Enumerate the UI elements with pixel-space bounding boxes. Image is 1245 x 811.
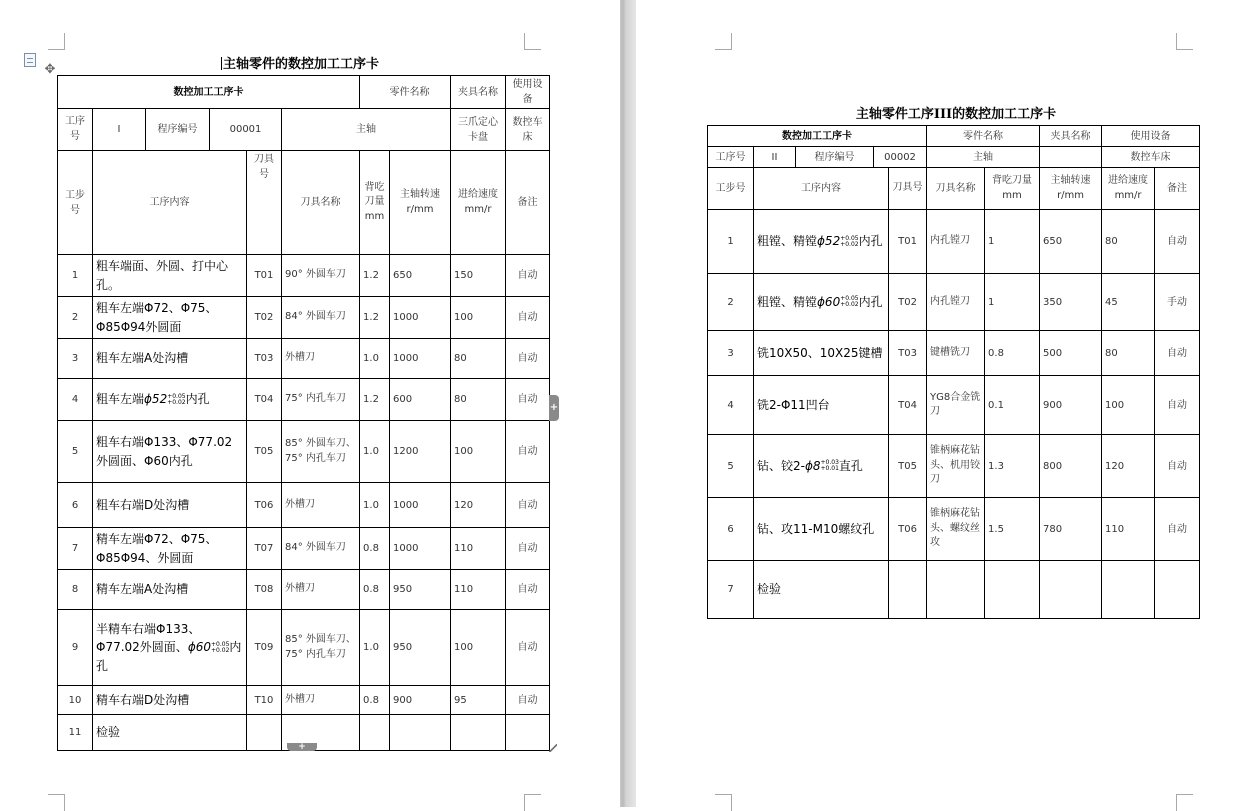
feed-cell: 110	[451, 528, 506, 570]
col-tool-no: 刀具号	[889, 168, 927, 210]
note-cell: 手动	[1155, 274, 1200, 331]
note-cell: 自动	[506, 483, 550, 528]
depth-cell: 0.1	[985, 376, 1040, 435]
feed-cell: 110	[451, 570, 506, 610]
depth-cell: 1.2	[360, 255, 390, 297]
speed-cell	[1040, 561, 1102, 619]
content-tail: 内孔	[96, 640, 242, 673]
equipment-value: 数控车床	[1102, 147, 1200, 168]
speed-cell: 350	[1040, 274, 1102, 331]
add-row-button[interactable]: +	[287, 743, 317, 751]
depth-cell	[360, 715, 390, 751]
speed-cell: 650	[390, 255, 451, 297]
page-1-title-text: 主轴零件的数控加工工序卡	[222, 57, 379, 72]
note-cell: 自动	[506, 339, 550, 379]
tool-name-cell: 84° 外圆车刀	[282, 528, 360, 570]
step-cell: 7	[708, 561, 754, 619]
page-corner-mark	[715, 794, 732, 811]
process-card-table-1[interactable]	[57, 75, 550, 751]
note-cell: 自动	[1155, 376, 1200, 435]
tool-no-cell: T03	[247, 339, 282, 379]
note-cell	[1155, 561, 1200, 619]
table-row	[708, 376, 1200, 435]
depth-cell: 0.8	[360, 686, 390, 715]
content-cell: 铣10X50、10X25键槽	[754, 331, 889, 376]
table-resize-handle[interactable]	[549, 744, 557, 752]
tolerance-upper: +0.05	[211, 640, 230, 648]
content-cell	[93, 610, 247, 686]
speed-cell: 780	[1040, 498, 1102, 561]
content-text: 粗车左端	[96, 392, 145, 407]
step-cell: 3	[58, 339, 93, 379]
equipment-label: 使用设备	[506, 76, 550, 109]
content-tail: 内孔	[858, 234, 883, 249]
depth-cell: 1	[985, 210, 1040, 274]
tool-name-cell: 内孔镗刀	[927, 210, 985, 274]
speed-cell: 500	[1040, 331, 1102, 376]
content-cell: 粗车左端A处沟槽	[93, 339, 247, 379]
table-move-handle-icon[interactable]: ✥	[44, 62, 56, 77]
tolerance-upper: +0.05	[840, 295, 859, 303]
tool-name-cell: YG8合金铣刀	[927, 376, 985, 435]
content-cell: 精车左端Φ72、Φ75、Φ85Φ94、外圆面	[93, 528, 247, 570]
page-2-title: 主轴零件工序III的数控加工工序卡	[855, 107, 1057, 122]
diameter-symbol: ϕ60	[817, 294, 841, 309]
prog-no-label: 程序编号	[146, 109, 210, 151]
table-row	[708, 561, 1200, 619]
tool-name-cell: 90° 外圆车刀	[282, 255, 360, 297]
feed-cell: 120	[1102, 435, 1155, 498]
fixture-label: 夹具名称	[451, 76, 506, 109]
content-text: 半精车右端Φ133、Φ77.02外圆面、	[96, 621, 201, 655]
header-row	[58, 76, 550, 109]
depth-cell: 1.2	[360, 297, 390, 339]
content-tail: 内孔	[185, 392, 210, 407]
table-row	[708, 210, 1200, 274]
content-cell: 精车左端A处沟槽	[93, 570, 247, 610]
tool-name-cell: 锥柄麻花钻头、机用铰刀	[927, 435, 985, 498]
tool-no-cell: T01	[247, 255, 282, 297]
tool-name-cell: 外槽刀	[282, 570, 360, 610]
content-cell: 铣2-Φ11凹台	[754, 376, 889, 435]
speed-cell: 1000	[390, 339, 451, 379]
speed-cell: 1000	[390, 483, 451, 528]
part-name-value: 主轴	[927, 147, 1040, 168]
feed-cell: 120	[451, 483, 506, 528]
content-cell: 粗车右端D处沟槽	[93, 483, 247, 528]
step-cell: 11	[58, 715, 93, 751]
table-row	[58, 686, 550, 715]
speed-cell: 1000	[390, 528, 451, 570]
feed-cell: 100	[451, 610, 506, 686]
tolerance-upper: +0.05	[840, 234, 859, 242]
page-corner-mark	[1176, 33, 1193, 50]
speed-cell: 950	[390, 570, 451, 610]
col-tool-no: 刀具号	[247, 151, 282, 255]
feed-cell: 80	[451, 379, 506, 421]
speed-cell: 900	[390, 686, 451, 715]
tool-no-cell: T09	[247, 610, 282, 686]
tolerance-lower: +0.02	[840, 301, 859, 309]
content-tail: 内孔	[858, 294, 883, 309]
content-cell	[93, 379, 247, 421]
tool-no-cell: T02	[889, 274, 927, 331]
table-row	[58, 297, 550, 339]
page-gap	[620, 0, 636, 807]
feed-cell: 100	[451, 421, 506, 483]
equipment-label: 使用设备	[1102, 126, 1200, 147]
content-text: 粗镗、精镗	[757, 234, 818, 249]
tool-no-cell: T04	[247, 379, 282, 421]
tool-no-cell: T07	[247, 528, 282, 570]
speed-cell: 800	[1040, 435, 1102, 498]
note-cell: 自动	[1155, 210, 1200, 274]
depth-cell: 1.0	[360, 339, 390, 379]
table-row	[58, 421, 550, 483]
fixture-value	[1040, 147, 1102, 168]
tool-name-cell: 内孔镗刀	[927, 274, 985, 331]
note-cell: 自动	[1155, 331, 1200, 376]
tool-no-cell: T10	[247, 686, 282, 715]
table-row	[58, 379, 550, 421]
tool-no-cell: T05	[247, 421, 282, 483]
feed-cell: 45	[1102, 274, 1155, 331]
step-cell: 4	[58, 379, 93, 421]
col-step: 工步号	[708, 168, 754, 210]
process-rows-1	[58, 255, 550, 751]
tool-no-cell: T04	[889, 376, 927, 435]
col-speed: 主轴转速r/mm	[390, 151, 451, 255]
feed-cell: 110	[1102, 498, 1155, 561]
table-row	[708, 274, 1200, 331]
tool-no-cell: T06	[889, 498, 927, 561]
part-name-label	[360, 76, 390, 109]
card-label: 数控加工工序卡	[708, 126, 927, 147]
content-cell	[754, 210, 889, 274]
equipment-value: 数控车床	[506, 109, 550, 151]
tool-no-cell: T05	[889, 435, 927, 498]
feed-cell: 100	[451, 297, 506, 339]
step-cell: 1	[58, 255, 93, 297]
fixture-label: 夹具名称	[1040, 126, 1102, 147]
note-cell: 自动	[506, 297, 550, 339]
note-cell: 自动	[506, 379, 550, 421]
feed-cell: 100	[1102, 376, 1155, 435]
text-cursor	[221, 57, 222, 70]
part-name-label: 零件名称	[927, 126, 1040, 147]
page-corner-mark	[1176, 794, 1193, 811]
note-cell: 自动	[506, 255, 550, 297]
table-row	[708, 498, 1200, 561]
col-tool-name: 刀具名称	[282, 151, 360, 255]
step-cell: 3	[708, 331, 754, 376]
content-text: 粗镗、精镗	[757, 294, 818, 309]
step-cell: 10	[58, 686, 93, 715]
diameter-symbol: ϕ52	[144, 392, 168, 407]
diameter-symbol: ϕ8	[804, 458, 821, 473]
note-cell	[506, 715, 550, 751]
process-card-table-2[interactable]	[707, 125, 1200, 619]
depth-cell: 1.0	[360, 421, 390, 483]
content-cell: 检验	[93, 715, 247, 751]
step-cell: 1	[708, 210, 754, 274]
depth-cell: 1.3	[985, 435, 1040, 498]
feed-cell: 80	[451, 339, 506, 379]
feed-cell: 150	[451, 255, 506, 297]
table-row	[58, 255, 550, 297]
tool-no-cell: T08	[247, 570, 282, 610]
depth-cell: 1.0	[360, 483, 390, 528]
add-column-button[interactable]: +	[549, 395, 559, 421]
depth-cell: 1.2	[360, 379, 390, 421]
content-cell	[754, 274, 889, 331]
tool-name-cell: 75° 内孔车刀	[282, 379, 360, 421]
depth-cell	[985, 561, 1040, 619]
col-tool-name: 刀具名称	[927, 168, 985, 210]
tool-name-cell: 85° 外圆车刀、75° 内孔车刀	[282, 421, 360, 483]
card-label: 数控加工工序卡	[58, 76, 360, 109]
document-icon[interactable]	[24, 53, 36, 67]
content-tail: 直孔	[838, 458, 863, 473]
tool-name-cell: 键槽铣刀	[927, 331, 985, 376]
table-row	[58, 610, 550, 686]
table-row	[58, 570, 550, 610]
step-cell: 5	[708, 435, 754, 498]
col-feed: 进给速度mm/r	[451, 151, 506, 255]
speed-cell: 950	[390, 610, 451, 686]
content-cell: 粗车左端Φ72、Φ75、Φ85Φ94外圆面	[93, 297, 247, 339]
depth-cell: 0.8	[360, 528, 390, 570]
speed-cell	[390, 715, 451, 751]
col-depth: 背吃刀量mm	[985, 168, 1040, 210]
table-row	[708, 435, 1200, 498]
part-name-value: 主轴	[282, 109, 451, 151]
note-cell: 自动	[506, 570, 550, 610]
speed-cell: 650	[1040, 210, 1102, 274]
proc-no-label: 工序号	[708, 147, 754, 168]
header-row	[708, 126, 1200, 147]
step-cell: 2	[58, 297, 93, 339]
feed-cell	[1102, 561, 1155, 619]
col-feed: 进给速度mm/r	[1102, 168, 1155, 210]
note-cell: 自动	[506, 528, 550, 570]
content-cell: 精车右端D处沟槽	[93, 686, 247, 715]
page-corner-mark	[524, 33, 541, 50]
depth-cell: 0.8	[985, 331, 1040, 376]
tool-no-cell: T03	[889, 331, 927, 376]
column-header-row	[58, 151, 550, 255]
tool-name-cell: 外槽刀	[282, 339, 360, 379]
tool-no-cell	[889, 561, 927, 619]
tool-name-cell	[927, 561, 985, 619]
tool-no-cell: T02	[247, 297, 282, 339]
step-cell: 7	[58, 528, 93, 570]
table-row	[708, 331, 1200, 376]
table-row	[58, 528, 550, 570]
step-cell: 8	[58, 570, 93, 610]
proc-no-value: II	[754, 147, 796, 168]
tolerance-upper: +0.05	[167, 392, 186, 400]
proc-no-label: 工序号	[58, 109, 93, 151]
step-cell: 4	[708, 376, 754, 435]
col-step: 工步号	[58, 151, 93, 255]
tolerance-lower: +0.01	[820, 465, 839, 473]
step-cell: 9	[58, 610, 93, 686]
part-name-label-text: 零件名称	[390, 76, 451, 109]
content-cell: 检验	[754, 561, 889, 619]
prog-no-value: 00002	[874, 147, 927, 168]
speed-cell: 1200	[390, 421, 451, 483]
content-cell: 粗车右端Φ133、Φ77.02外圆面、Φ60内孔	[93, 421, 247, 483]
note-cell: 自动	[506, 686, 550, 715]
note-cell: 自动	[506, 421, 550, 483]
header-values-row	[708, 147, 1200, 168]
diameter-symbol: ϕ52	[817, 234, 841, 249]
depth-cell: 1	[985, 274, 1040, 331]
tolerance-lower: +0.02	[167, 398, 186, 406]
note-cell: 自动	[1155, 498, 1200, 561]
tool-name-cell: 锥柄麻花钻头、螺纹丝攻	[927, 498, 985, 561]
tolerance-lower: +0.02	[211, 646, 230, 654]
content-cell: 钻、攻11-M10螺纹孔	[754, 498, 889, 561]
tool-no-cell: T01	[889, 210, 927, 274]
step-cell: 2	[708, 274, 754, 331]
col-depth: 背吃刀量mm	[360, 151, 390, 255]
feed-cell: 80	[1102, 331, 1155, 376]
fixture-value: 三爪定心卡盘	[451, 109, 506, 151]
prog-no-label: 程序编号	[796, 147, 874, 168]
col-note: 备注	[506, 151, 550, 255]
page-corner-mark	[48, 33, 65, 50]
feed-cell: 80	[1102, 210, 1155, 274]
depth-cell: 0.8	[360, 570, 390, 610]
content-cell	[754, 435, 889, 498]
col-note: 备注	[1155, 168, 1200, 210]
page-corner-mark	[715, 33, 732, 50]
page-corner-mark	[524, 794, 541, 811]
tool-name-cell: 外槽刀	[282, 686, 360, 715]
depth-cell: 1.0	[360, 610, 390, 686]
tool-name-cell: 84° 外圆车刀	[282, 297, 360, 339]
col-content: 工序内容	[93, 151, 247, 255]
prog-no-value: 00001	[210, 109, 282, 151]
proc-no-value: I	[93, 109, 146, 151]
page-1-title[interactable]	[215, 53, 385, 72]
depth-cell: 1.5	[985, 498, 1040, 561]
step-cell: 5	[58, 421, 93, 483]
content-text: 钻、铰2-	[757, 458, 805, 473]
content-cell: 粗车端面、外圆、打中心孔。	[93, 255, 247, 297]
process-rows-2	[708, 210, 1200, 619]
tool-no-cell	[247, 715, 282, 751]
tool-no-cell: T06	[247, 483, 282, 528]
step-cell: 6	[708, 498, 754, 561]
note-cell: 自动	[506, 610, 550, 686]
diameter-symbol: ϕ60	[187, 640, 211, 655]
speed-cell: 600	[390, 379, 451, 421]
page-corner-mark	[48, 794, 65, 811]
col-speed: 主轴转速r/mm	[1040, 168, 1102, 210]
tool-name-cell: 85° 外圆车刀、75° 内孔车刀	[282, 610, 360, 686]
column-header-row	[708, 168, 1200, 210]
note-cell: 自动	[1155, 435, 1200, 498]
tolerance-lower: +0.02	[840, 240, 859, 248]
speed-cell: 900	[1040, 376, 1102, 435]
feed-cell	[451, 715, 506, 751]
step-cell: 6	[58, 483, 93, 528]
table-row	[58, 339, 550, 379]
tool-name-cell: 外槽刀	[282, 483, 360, 528]
speed-cell: 1000	[390, 297, 451, 339]
tolerance-upper: +0.03	[820, 459, 839, 467]
col-content: 工序内容	[754, 168, 889, 210]
table-row	[58, 483, 550, 528]
header-values-row	[58, 109, 550, 151]
feed-cell: 95	[451, 686, 506, 715]
